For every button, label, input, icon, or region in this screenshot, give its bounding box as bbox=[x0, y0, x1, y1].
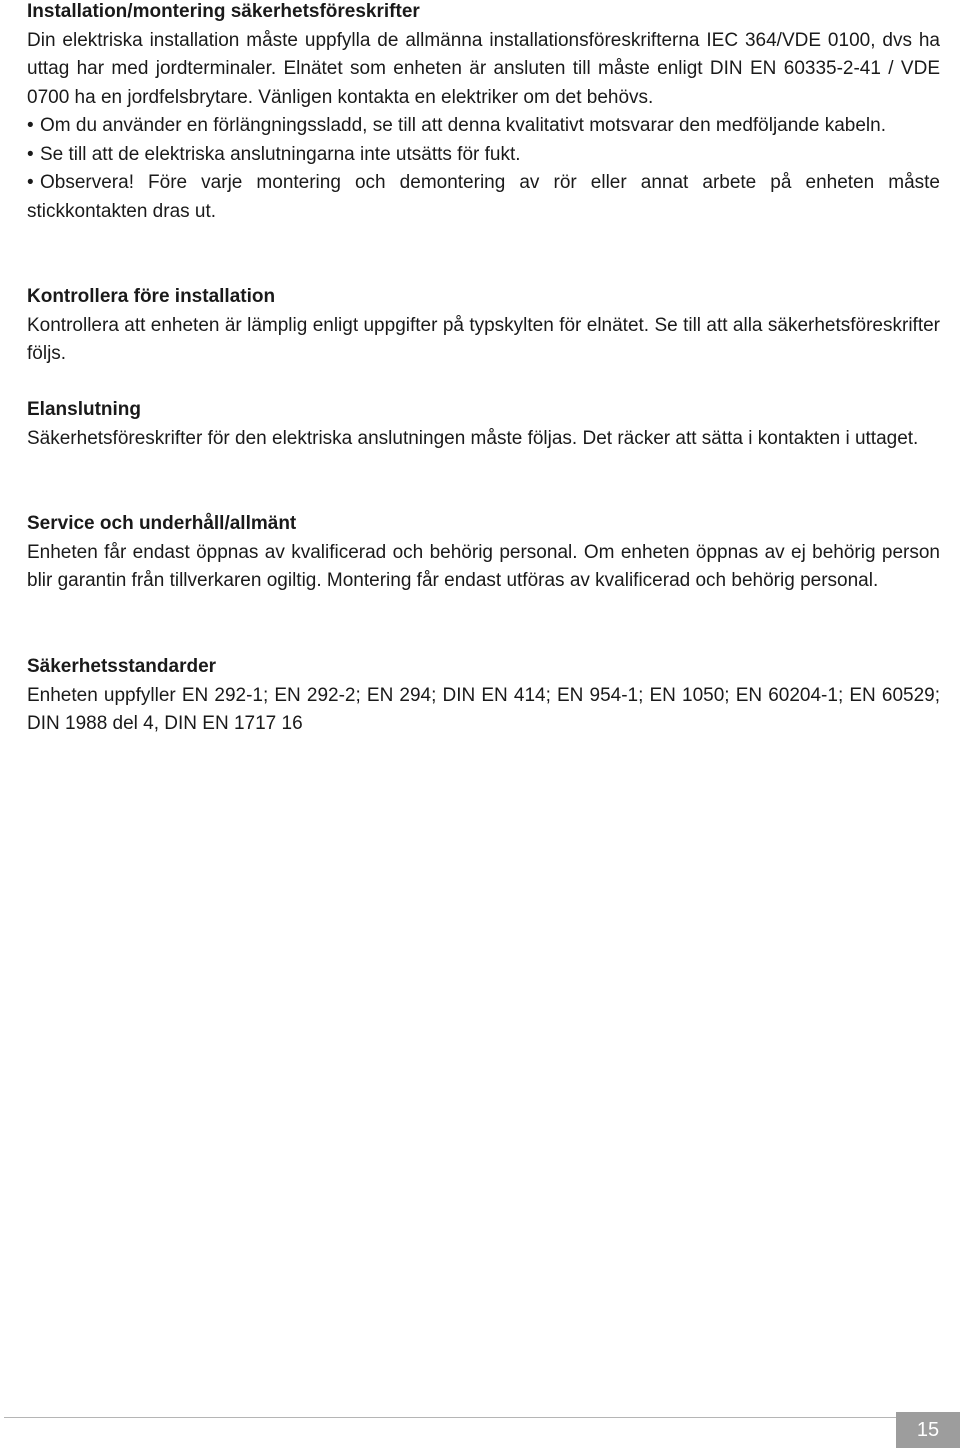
bullet-item bbox=[27, 141, 940, 170]
section-paragraph: Enheten uppfyller EN 292-1; EN 292-2; EN 294; DIN EN 414; EN 954-1; EN 1050; EN 60204-1; EN 60529; DIN 1988 del 4, DIN EN 1717 16 bbox=[27, 684, 940, 734]
section-paragraph: Säkerhetsföreskrifter för den elektriska anslutningen måste följas. Det räcker att sätta i kontakten i uttaget. bbox=[27, 427, 919, 449]
section-service-maintenance bbox=[27, 510, 940, 596]
footer-divider bbox=[4, 1417, 896, 1418]
page-number-badge: 15 bbox=[896, 1412, 960, 1448]
bullet-text: Om du använder en förlängningssladd, se till att denna kvalitativt motsvarar den medföljande kabeln. bbox=[40, 115, 886, 136]
section-heading: Elanslutning bbox=[27, 399, 141, 420]
section-heading: Säkerhetsstandarder bbox=[27, 656, 217, 677]
section-paragraph: Kontrollera att enheten är lämplig enligt uppgifter på typskylten för elnätet. Se till att alla säkerhetsföreskrifter följs. bbox=[27, 314, 940, 364]
bullet-item bbox=[27, 112, 940, 141]
bullet-icon: • bbox=[27, 143, 34, 165]
bullet-text: Observera! Före varje montering och demontering av rör eller annat arbete på enheten måste stickkontakten dras ut. bbox=[27, 172, 940, 222]
section-electrical-connection bbox=[27, 396, 918, 453]
section-paragraph: Enheten får endast öppnas av kvalificerad och behörig personal. Om enheten öppnas av ej behörig person blir garantin från tillverkaren ogiltig. Montering får endast utföras av kvalificerad och behörig personal. bbox=[27, 541, 940, 591]
section-heading: Kontrollera före installation bbox=[27, 286, 276, 307]
bullet-icon: • bbox=[27, 172, 34, 193]
section-installation-safety bbox=[27, 0, 940, 226]
bullet-text: Se till att de elektriska anslutningarna inte utsätts för fukt. bbox=[40, 143, 521, 165]
section-check-before-installation bbox=[27, 283, 940, 369]
bullet-item bbox=[27, 169, 940, 226]
bullet-icon: • bbox=[27, 115, 34, 136]
section-heading: Service och underhåll/allmänt bbox=[27, 513, 297, 534]
section-safety-standards bbox=[27, 653, 940, 739]
section-heading: Installation/montering säkerhetsföreskrifter bbox=[27, 1, 420, 22]
section-paragraph: Din elektriska installation måste uppfylla de allmänna installationsföreskrifterna IEC 364/VDE 0100, dvs ha uttag har med jordterminaler. Elnätet som enheten är ansluten till måste enligt DIN EN 60335-2-41 / VDE 0700 ha en jordfelsbrytare. Vänligen kontakta en elektriker om det behövs. bbox=[27, 29, 940, 108]
